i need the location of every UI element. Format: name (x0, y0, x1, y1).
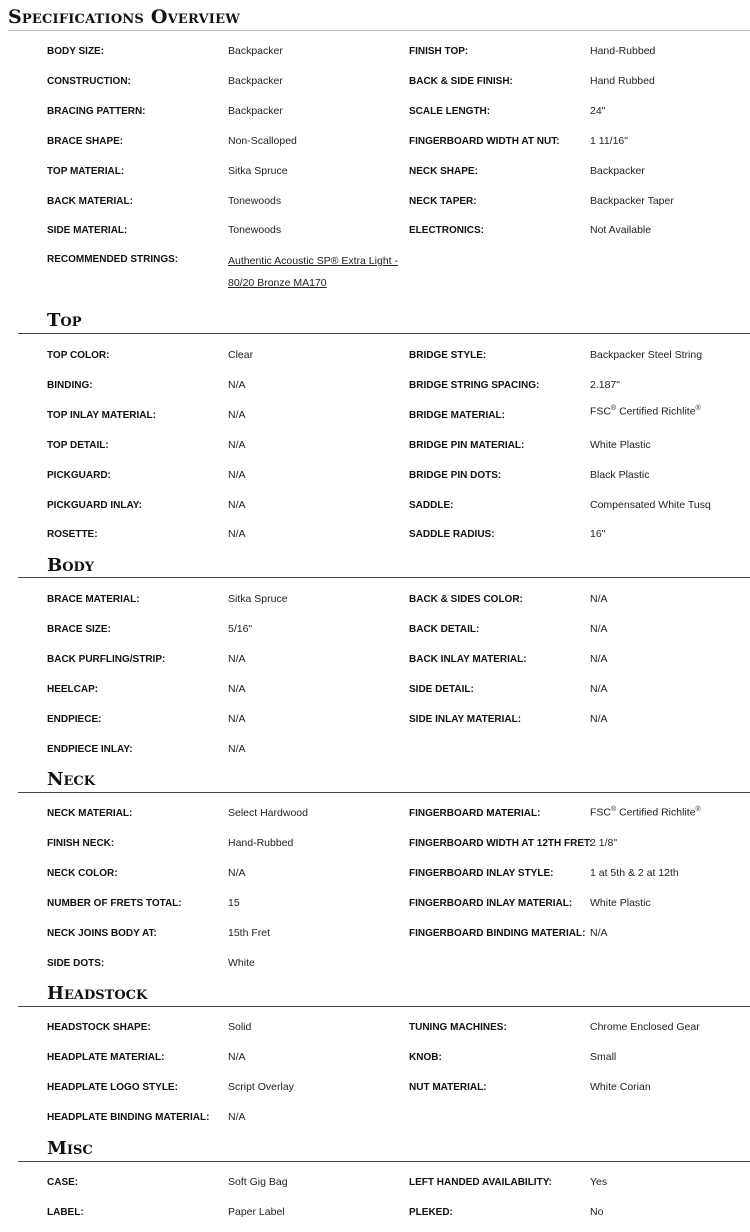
headstock-row-1-value2: Small (590, 1051, 617, 1063)
misc-row-0-value1: Soft Gig Bag (228, 1176, 288, 1188)
neck-row-0-label2: FINGERBOARD MATERIAL: (409, 808, 541, 819)
headstock-divider (18, 1006, 750, 1007)
misc-row-0-value2: Yes (590, 1176, 608, 1188)
overview-row-0-label1: BODY SIZE: (47, 46, 105, 57)
neck-divider (18, 792, 750, 793)
overview-row-5-value1: Tonewoods (228, 195, 282, 207)
overview-row-6-value2: Not Available (590, 224, 652, 236)
body-row-4-label1: ENDPIECE: (47, 714, 102, 725)
top-row-3-label2: BRIDGE PIN MATERIAL: (409, 440, 525, 451)
overview-row-1-label1: CONSTRUCTION: (47, 76, 131, 87)
top-row-0-label2: BRIDGE STYLE: (409, 350, 487, 361)
body-row-5-value1: N/A (228, 743, 246, 755)
body-row-2-value2: N/A (590, 653, 608, 665)
bridge-material-fsc: FSC (590, 405, 611, 418)
misc-row-0-label1: CASE: (47, 1177, 79, 1188)
overview-row-5-value2: Backpacker Taper (590, 195, 674, 207)
neck-row-4-label2: FINGERBOARD BINDING MATERIAL: (409, 928, 586, 939)
neck-row-1-label1: FINISH NECK: (47, 838, 115, 849)
body-row-3-label1: HEELCAP: (47, 684, 99, 695)
top-row-1-label1: BINDING: (47, 380, 93, 391)
body-row-2-label1: BACK PURFLING/STRIP: (47, 654, 166, 665)
headstock-row-2-value1: Script Overlay (228, 1081, 294, 1093)
top-row-4-label2: BRIDGE PIN DOTS: (409, 470, 502, 481)
body-row-1-label2: BACK DETAIL: (409, 624, 480, 635)
top-row-3-label1: TOP DETAIL: (47, 440, 109, 451)
fingerboard-material-fsc-reg: ® (611, 806, 617, 813)
body-row-1-value1: 5/16" (228, 623, 253, 635)
body-row-0-value1: Sitka Spruce (228, 593, 288, 605)
top-section-title: Top (47, 310, 82, 331)
fingerboard-material-richlite-reg: ® (695, 806, 701, 813)
misc-row-1-label1: LABEL: (47, 1207, 84, 1218)
body-row-2-value1: N/A (228, 653, 246, 665)
top-row-6-label2: SADDLE RADIUS: (409, 529, 495, 540)
body-row-0-value2: N/A (590, 593, 608, 605)
specifications-overview-title: Specifications Overview (8, 6, 240, 28)
body-row-2-label2: BACK INLAY MATERIAL: (409, 654, 527, 665)
neck-row-3-label2: FINGERBOARD INLAY MATERIAL: (409, 898, 573, 909)
overview-row-3-label2: FINGERBOARD WIDTH AT NUT: (409, 136, 560, 147)
overview-row-2-value2: 24" (590, 105, 606, 117)
overview-row-3-value2: 1 11/16" (590, 135, 628, 147)
overview-row-0-label2: FINISH TOP: (409, 46, 469, 57)
top-row-6-value1: N/A (228, 528, 246, 540)
neck-row-2-label2: FINGERBOARD INLAY STYLE: (409, 868, 554, 879)
neck-row-3-label1: NUMBER OF FRETS TOTAL: (47, 898, 182, 909)
body-section-title: Body (47, 555, 95, 576)
top-row-5-label1: PICKGUARD INLAY: (47, 500, 143, 511)
body-row-3-value1: N/A (228, 683, 246, 695)
misc-row-1-value1: Paper Label (228, 1206, 285, 1218)
overview-row-4-label2: NECK SHAPE: (409, 166, 478, 177)
misc-section-title: Misc (47, 1138, 93, 1159)
neck-row-1-label2: FINGERBOARD WIDTH AT 12TH FRET: (409, 838, 593, 849)
overview-row-2-label2: SCALE LENGTH: (409, 106, 491, 117)
body-row-1-label1: BRACE SIZE: (47, 624, 111, 635)
body-row-0-label1: BRACE MATERIAL: (47, 594, 140, 605)
top-row-0-value2: Backpacker Steel String (590, 349, 703, 361)
fingerboard-material-fsc: FSC (590, 806, 611, 819)
top-row-5-label2: SADDLE: (409, 500, 454, 511)
body-row-1-value2: N/A (590, 623, 608, 635)
headstock-row-3-value1: N/A (228, 1111, 246, 1123)
overview-row-2-value1: Backpacker (228, 105, 283, 117)
headstock-row-3-label1: HEADPLATE BINDING MATERIAL: (47, 1112, 210, 1123)
neck-row-1-value1: Hand-Rubbed (228, 837, 294, 849)
body-divider (18, 577, 750, 578)
headstock-row-1-label1: HEADPLATE MATERIAL: (47, 1052, 165, 1063)
headstock-row-2-label2: NUT MATERIAL: (409, 1082, 487, 1093)
overview-row-1-label2: BACK & SIDE FINISH: (409, 76, 513, 87)
neck-row-3-value2: White Plastic (590, 897, 651, 909)
bridge-material-value (590, 405, 701, 418)
top-row-1-label2: BRIDGE STRING SPACING: (409, 380, 540, 391)
overview-row-6-label1: SIDE MATERIAL: (47, 225, 128, 236)
overview-row-6-label2: ELECTRONICS: (409, 225, 484, 236)
overview-row-4-value2: Backpacker (590, 165, 645, 177)
body-row-4-label2: SIDE INLAY MATERIAL: (409, 714, 522, 725)
body-row-4-value1: N/A (228, 713, 246, 725)
top-row-4-label1: PICKGUARD: (47, 470, 111, 481)
headstock-row-0-value1: Solid (228, 1021, 252, 1033)
neck-row-2-value2: 1 at 5th & 2 at 12th (590, 867, 679, 879)
top-row-5-value2: Compensated White Tusq (590, 499, 711, 511)
top-divider (18, 333, 750, 334)
neck-row-2-value1: N/A (228, 867, 246, 879)
neck-row-1-value2: 2 1/8" (590, 837, 618, 849)
body-row-3-value2: N/A (590, 683, 608, 695)
headstock-row-0-value2: Chrome Enclosed Gear (590, 1021, 700, 1033)
top-row-6-value2: 16" (590, 528, 606, 540)
headstock-row-1-value1: N/A (228, 1051, 246, 1063)
overview-row-1-value2: Hand Rubbed (590, 75, 655, 87)
top-row-1-value2: 2.187" (590, 379, 621, 391)
overview-row-5-label2: NECK TAPER: (409, 196, 477, 207)
misc-divider (18, 1161, 750, 1162)
top-row-1-value1: N/A (228, 379, 246, 391)
neck-row-4-label1: NECK JOINS BODY AT: (47, 928, 157, 939)
headstock-row-2-value2: White Corian (590, 1081, 651, 1093)
top-row-0-value1: Clear (228, 349, 254, 361)
top-row-6-label1: ROSETTE: (47, 529, 98, 540)
top-row-3-value2: White Plastic (590, 439, 651, 451)
neck-row-0-value1: Select Hardwood (228, 807, 308, 819)
top-row-3-value1: N/A (228, 439, 246, 451)
recommended-strings-label: RECOMMENDED STRINGS: (47, 254, 179, 265)
body-row-3-label2: SIDE DETAIL: (409, 684, 474, 695)
top-row-2-label2: BRIDGE MATERIAL: (409, 410, 505, 421)
overview-row-5-label1: BACK MATERIAL: (47, 196, 133, 207)
overview-row-4-label1: TOP MATERIAL: (47, 166, 125, 177)
overview-row-0-value1: Backpacker (228, 45, 283, 57)
bridge-material-richlite-reg: ® (695, 405, 701, 412)
top-row-0-label1: TOP COLOR: (47, 350, 110, 361)
overview-divider (8, 30, 750, 31)
misc-row-1-value2: No (590, 1206, 604, 1218)
neck-row-2-label1: NECK COLOR: (47, 868, 118, 879)
headstock-row-0-label1: HEADSTOCK SHAPE: (47, 1022, 151, 1033)
headstock-section-title: Headstock (47, 983, 148, 1004)
overview-row-1-value1: Backpacker (228, 75, 283, 87)
misc-row-1-label2: PLEKED: (409, 1207, 453, 1218)
top-row-4-value2: Black Plastic (590, 469, 650, 481)
headstock-row-2-label1: HEADPLATE LOGO STYLE: (47, 1082, 178, 1093)
neck-row-4-value1: 15th Fret (228, 927, 271, 939)
recommended-strings-link[interactable]: Authentic Acoustic SP® Extra Light - 80/20 Bronze MA170 (228, 255, 398, 289)
fingerboard-material-text: Certified Richlite (616, 806, 696, 819)
body-row-5-label1: ENDPIECE INLAY: (47, 744, 133, 755)
overview-row-6-value1: Tonewoods (228, 224, 282, 236)
overview-row-4-value1: Sitka Spruce (228, 165, 288, 177)
top-row-5-value1: N/A (228, 499, 246, 511)
overview-row-3-value1: Non-Scalloped (228, 135, 297, 147)
top-row-2-label1: TOP INLAY MATERIAL: (47, 410, 156, 421)
body-row-4-value2: N/A (590, 713, 608, 725)
top-row-2-value1: N/A (228, 409, 246, 421)
overview-row-0-value2: Hand-Rubbed (590, 45, 656, 57)
headstock-row-1-label2: KNOB: (409, 1052, 442, 1063)
neck-row-5-value1: White (228, 957, 255, 969)
overview-row-2-label1: BRACING PATTERN: (47, 106, 146, 117)
headstock-row-0-label2: TUNING MACHINES: (409, 1022, 507, 1033)
neck-row-5-label1: SIDE DOTS: (47, 958, 105, 969)
neck-section-title: Neck (47, 769, 96, 790)
neck-row-3-value1: 15 (228, 897, 240, 909)
top-row-4-value1: N/A (228, 469, 246, 481)
neck-row-4-value2: N/A (590, 927, 608, 939)
bridge-material-text: Certified Richlite (616, 405, 696, 418)
misc-row-0-label2: LEFT HANDED AVAILABILITY: (409, 1177, 552, 1188)
bridge-material-fsc-reg: ® (611, 405, 617, 412)
body-row-0-label2: BACK & SIDES COLOR: (409, 594, 523, 605)
fingerboard-material-value (590, 806, 701, 819)
neck-row-0-label1: NECK MATERIAL: (47, 808, 133, 819)
overview-row-3-label1: BRACE SHAPE: (47, 136, 124, 147)
